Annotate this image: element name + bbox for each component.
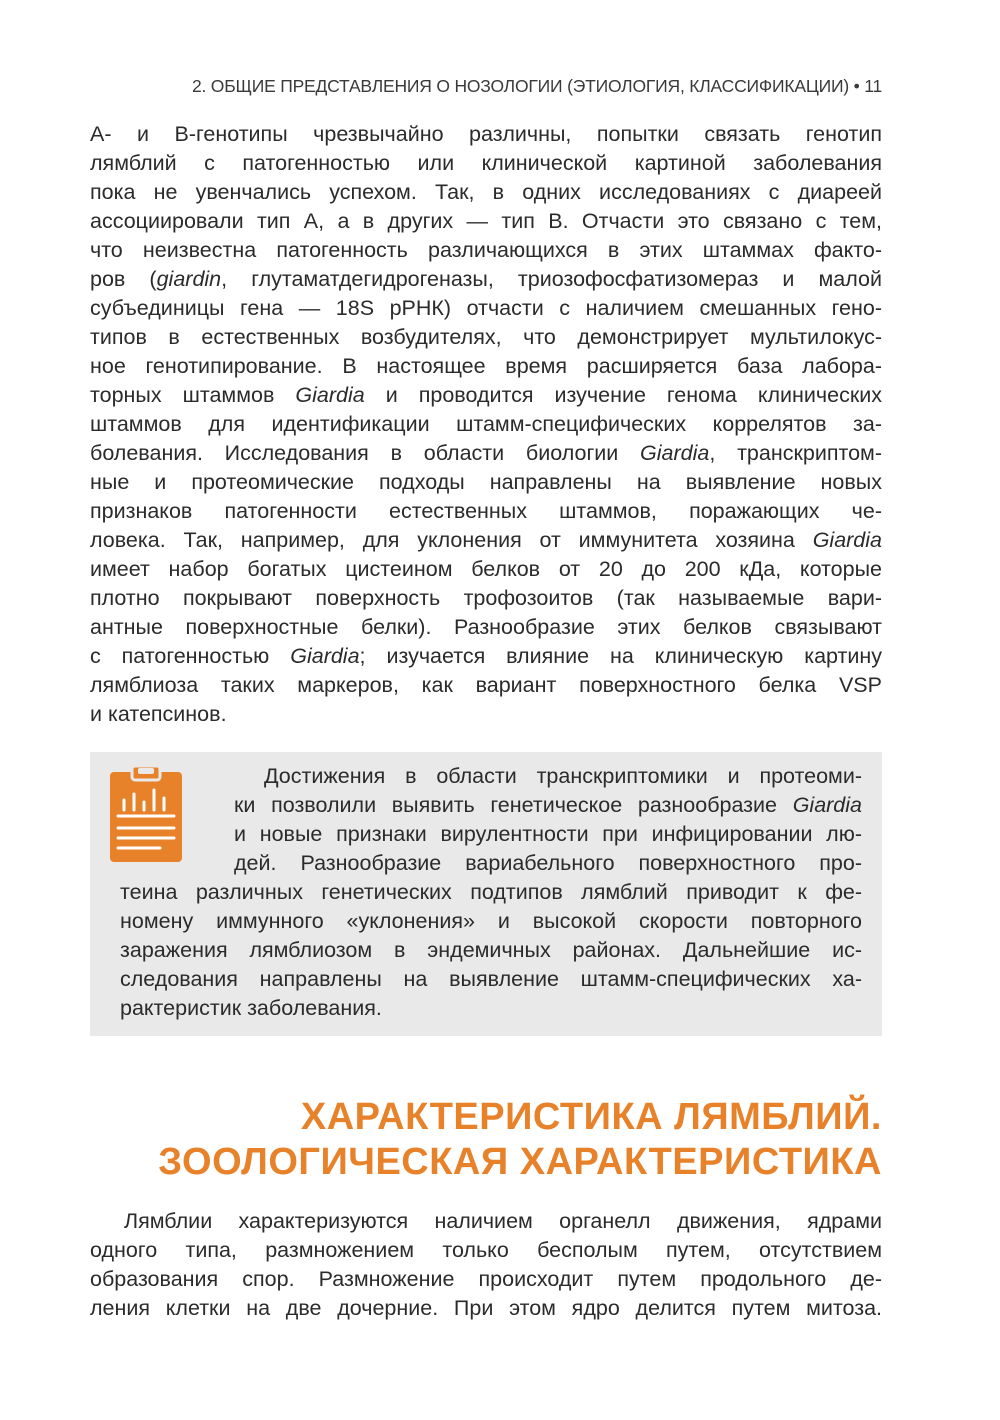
text-line: рактеристик заболевания.	[120, 996, 382, 1020]
text-line: субъединицы гена — 18S рРНК) отчасти с наличием смешанных гено-	[90, 296, 882, 320]
text-line: что неизвестна патогенность различающихся в этих штаммах факто-	[90, 238, 882, 262]
callout-text	[120, 762, 862, 1023]
text-line: и новые признаки вирулентности при инфицировании лю-	[234, 822, 862, 846]
text-line	[120, 791, 862, 820]
text-segment: болевания. Исследования в области биологии	[90, 441, 641, 465]
italic-term: Giardia	[295, 383, 365, 407]
text-line: дей. Разнообразие вариабельного поверхностного про-	[234, 851, 862, 875]
text-line: лямблиоза таких маркеров, как вариант поверхностного белка VSP	[90, 673, 882, 697]
text-line	[90, 265, 882, 294]
text-line: лямблий с патогенностью или клинической картиной заболевания	[90, 151, 882, 175]
running-head: 2. ОБЩИЕ ПРЕДСТАВЛЕНИЯ О НОЗОЛОГИИ (ЭТИОЛОГИЯ, КЛАССИФИКАЦИИ) • 11	[191, 76, 882, 96]
section-heading	[90, 1095, 882, 1185]
text-segment: , транскриптом-	[709, 441, 882, 465]
text-line: заражения лямблиозом в эндемичных районах. Дальнейшие ис-	[120, 938, 862, 962]
text-line: номену иммунного «уклонения» и высокой скорости повторного	[120, 909, 862, 933]
text-line: теина различных генетических подтипов лямблий приводит к фе-	[120, 880, 862, 904]
text-line: образования спор. Размножение происходит путем продольного де-	[90, 1267, 882, 1291]
text-line: плотно покрывают поверхность трофозоитов (так называемые вари-	[90, 586, 882, 610]
text-segment: ; изучается влияние на клиническую картину	[359, 644, 882, 668]
text-line	[90, 439, 882, 468]
text-line: следования направлены на выявление штамм-специфических ха-	[120, 967, 862, 991]
text-line	[90, 642, 882, 671]
text-line	[90, 381, 882, 410]
text-line: признаков патогенности естественных штаммов, поражающих че-	[90, 499, 882, 523]
text-line: A- и B-генотипы чрезвычайно различны, попытки связать генотип	[90, 122, 882, 146]
callout-box	[90, 752, 882, 1036]
text-line: Достижения в области транскриптомики и протеоми-	[264, 764, 862, 788]
text-segment: и проводится изучение генома клинических	[364, 383, 882, 407]
text-line: и катепсинов.	[90, 702, 227, 726]
text-line: ассоциировали тип А, а в других — тип В. Отчасти это связано с тем,	[90, 209, 882, 233]
italic-term: Giardia	[792, 793, 862, 817]
italic-term: Giardia	[640, 441, 710, 465]
heading-line-1: ХАРАКТЕРИСТИКА ЛЯМБЛИЙ.	[300, 1096, 882, 1138]
text-line: штаммов для идентификации штамм-специфических коррелятов за-	[90, 412, 882, 436]
text-segment: ки позволили выявить генетическое разнообразие	[234, 793, 793, 817]
text-segment: торных штаммов	[90, 383, 296, 407]
text-segment: ловека. Так, например, для уклонения от иммунитета хозяина	[90, 528, 813, 552]
text-segment: ров (	[90, 267, 157, 291]
text-line	[90, 526, 882, 555]
heading-line-2: ЗООЛОГИЧЕСКАЯ ХАРАКТЕРИСТИКА	[158, 1141, 882, 1183]
text-line: антные поверхностные белки). Разнообразие этих белков связывают	[90, 615, 882, 639]
text-line: типов в естественных возбудителях, что демонстрирует мультилокус-	[90, 325, 882, 349]
text-line: ления клетки на две дочерние. При этом ядро делится путем митоза.	[90, 1296, 882, 1320]
text-line: одного типа, размножением только бесполым путем, отсутствием	[90, 1238, 882, 1262]
text-line: Лямблии характеризуются наличием органелл движения, ядрами	[124, 1209, 882, 1233]
text-segment: с патогенностью	[90, 644, 291, 668]
paragraph-1	[90, 120, 882, 729]
text-line: имеет набор богатых цистеином белков от 20 до 200 кДа, которые	[90, 557, 882, 581]
paragraph-2	[90, 1207, 882, 1323]
text-line: ные и протеомические подходы направлены на выявление новых	[90, 470, 882, 494]
text-line: ное генотипирование. В настоящее время расширяется база лабора-	[90, 354, 882, 378]
italic-term: Giardia	[290, 644, 360, 668]
text-segment: , глутаматдегидрогеназы, триозофосфатизомераз и малой	[221, 267, 882, 291]
italic-term: Giardia	[812, 528, 882, 552]
text-line: пока не увенчались успехом. Так, в одних исследованиях с диареей	[90, 180, 882, 204]
italic-term: giardin	[156, 267, 222, 291]
